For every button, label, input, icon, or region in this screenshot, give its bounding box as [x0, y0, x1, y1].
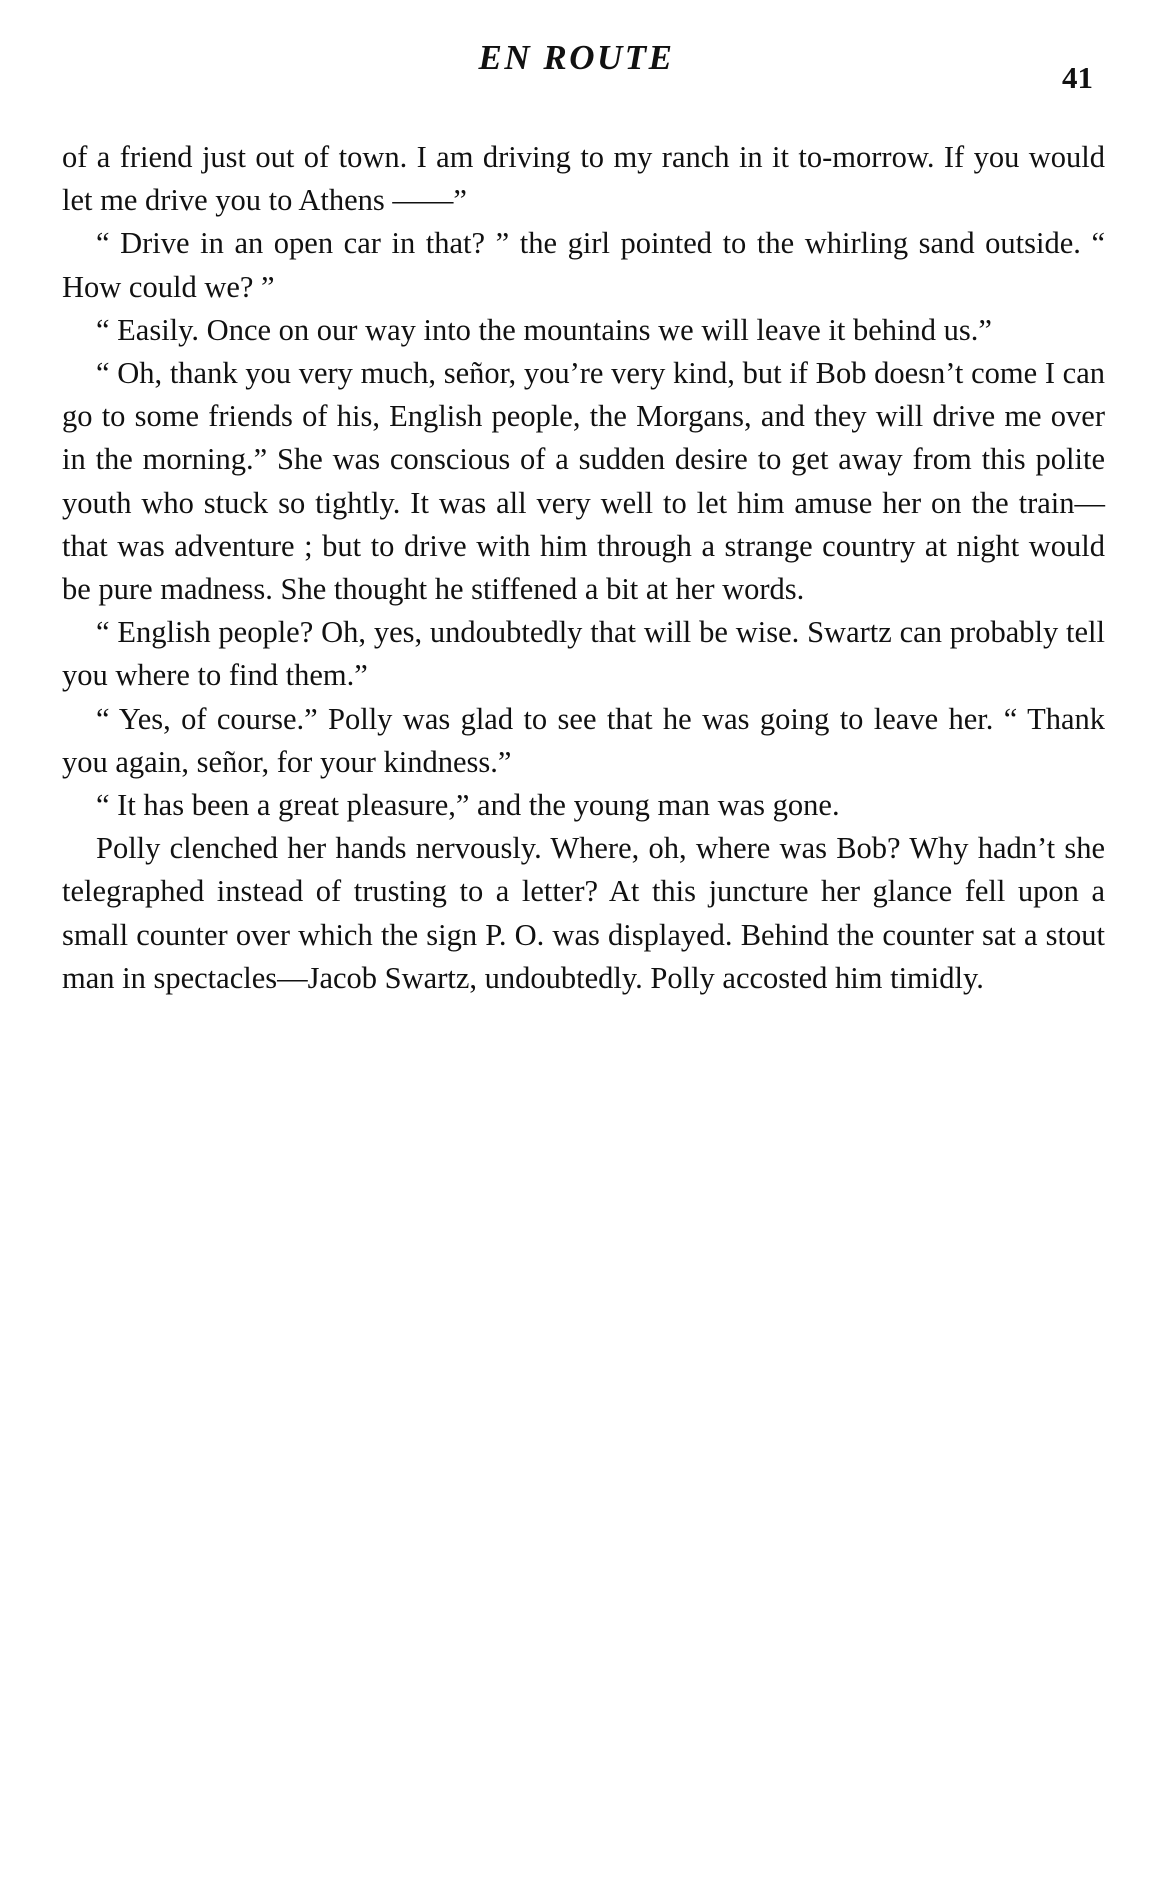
paragraph: “ Yes, of course.” Polly was glad to see that he was going to leave her. “ Thank you again, señor, for your kindness.” [62, 701, 1105, 779]
paragraph: “ Easily. Once on our way into the mountains we will leave it behind us.” [96, 312, 992, 347]
paragraph: “ It has been a great pleasure,” and the young man was gone. [96, 788, 840, 823]
paragraph: “ English people? Oh, yes, undoubtedly that will be wise. Swartz can probably tell you where to find them.” [62, 615, 1105, 693]
paragraph: Polly clenched her hands nervously. Where, oh, where was Bob? Why hadn’t she telegraphed instead of trusting to a letter? At this juncture her glance fell upon a small counter over which the sign P. O. was displayed. Behind the counter sat a stout man in spectacles—Jacob Swartz, undoubtedly. Polly accosted him timidly. [62, 831, 1105, 995]
paragraph: “ Drive in an open car in that? ” the girl pointed to the whirling sand outside. “ How could we? ” [62, 226, 1105, 304]
page-number: 41 [1062, 60, 1093, 95]
page-body [62, 136, 1105, 1000]
page-header [62, 38, 1105, 102]
paragraph: “ Oh, thank you very much, señor, you’re very kind, but if Bob doesn’t come I can go to some friends of his, English people, the Morgans, and they will drive me over in the morning.” She was conscious of a sudden desire to get away from this polite youth who stuck so tightly. It was all very well to let him amuse her on the train—that was adventure ; but to drive with him through a strange country at night would be pure madness. She thought he stiffened a bit at her words. [62, 356, 1105, 607]
paragraph: of a friend just out of town. I am driving to my ranch in it to-morrow. If you would let me drive you to Athens ——” [62, 140, 1105, 218]
running-head: EN ROUTE [478, 38, 675, 77]
